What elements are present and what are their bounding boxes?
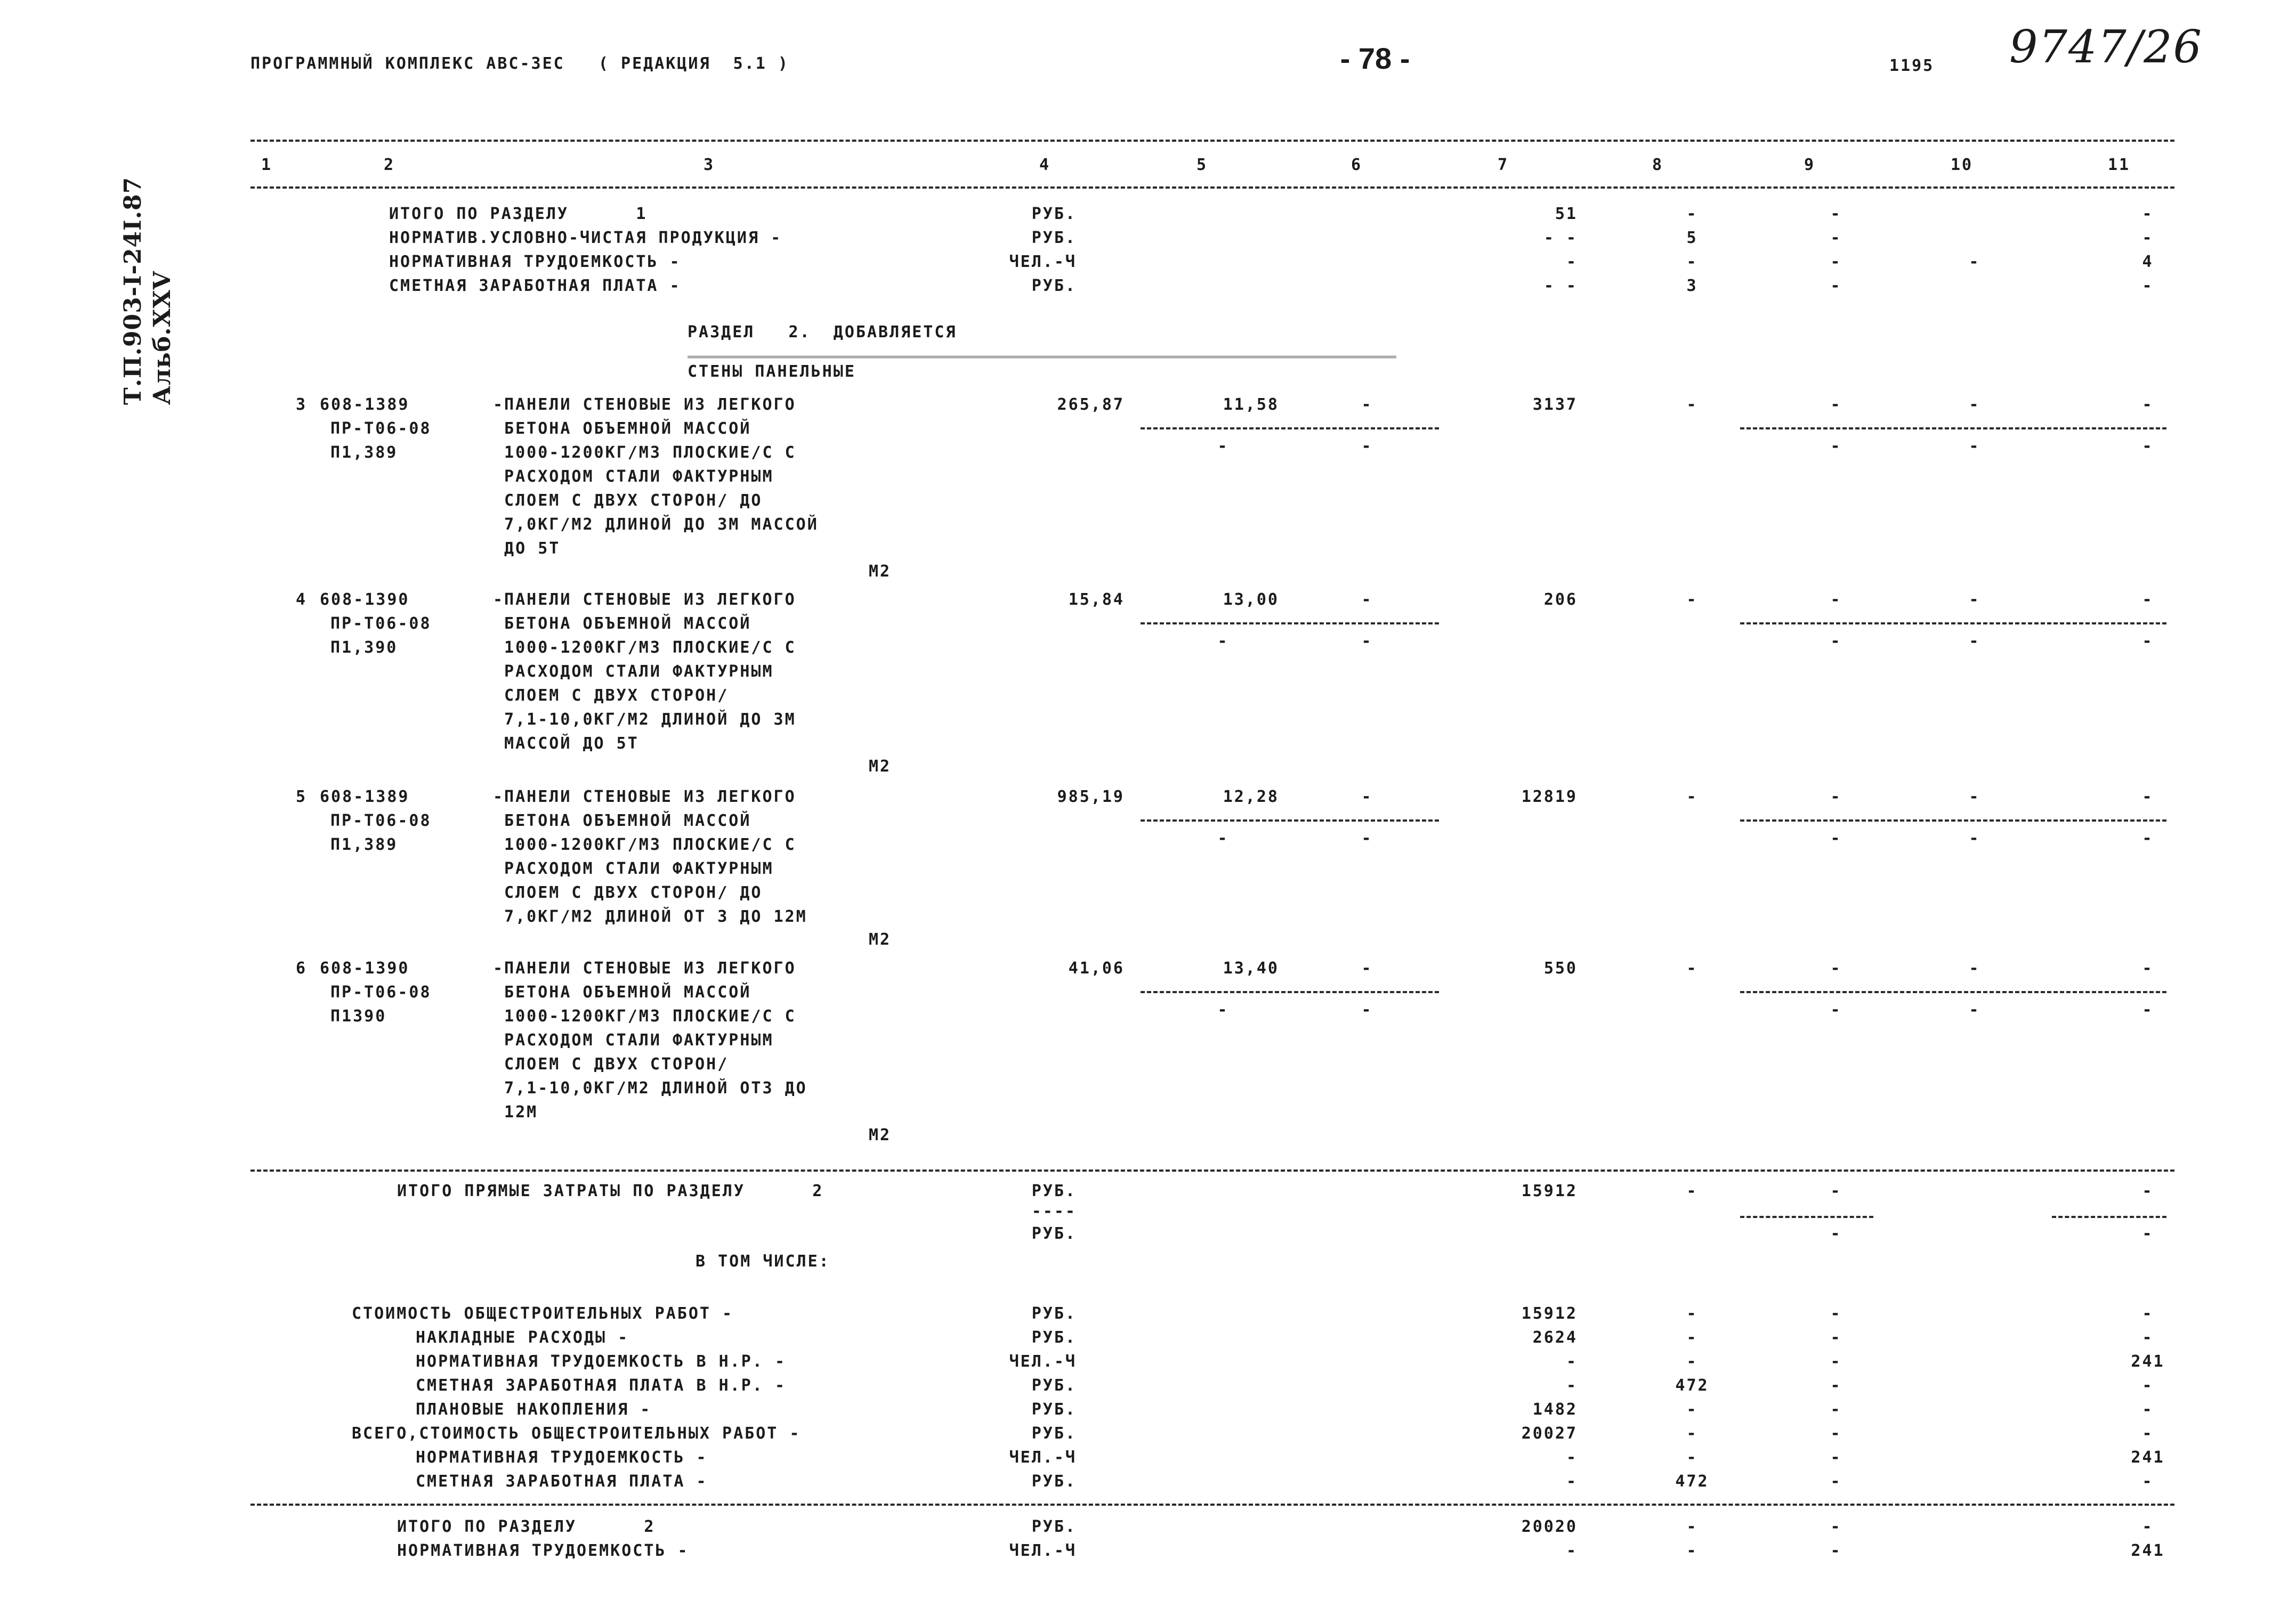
item-unit: М2 — [869, 562, 892, 581]
total2-unit: ЧЕЛ.-Ч — [1009, 1541, 1077, 1560]
column-header-9: 9 — [1804, 156, 1816, 174]
item-description: -ПАНЕЛИ СТЕНОВЫЕ ИЗ ЛЕГКОГО — [493, 590, 796, 609]
direct-subrule — [2052, 1216, 2166, 1218]
summary1-unit: РУБ. — [1031, 205, 1077, 223]
summary1-col10: - — [1969, 253, 1980, 271]
summary1-col9: - — [1830, 229, 1842, 247]
item-col5: 13,40 — [1223, 959, 1279, 978]
summary1-col8: - — [1686, 253, 1698, 271]
column-header-5: 5 — [1196, 156, 1208, 174]
column-header-7: 7 — [1498, 156, 1509, 174]
item-unit: М2 — [869, 757, 892, 776]
direct-unit-rule: ---- — [1031, 1202, 1077, 1221]
item-ref2: П1,389 — [330, 835, 398, 854]
direct-col7: 15912 — [1521, 1182, 1578, 1200]
item-code: 608-1389 — [320, 395, 410, 414]
breakdown-col11: 241 — [2131, 1352, 2165, 1371]
item-description: 12М — [493, 1103, 538, 1122]
item-subrule — [1141, 991, 1439, 993]
item-description: 1000-1200КГ/М3 ПЛОСКИЕ/С С — [493, 443, 796, 462]
item-unit: М2 — [869, 930, 892, 949]
breakdown-col7: 2624 — [1532, 1328, 1578, 1347]
summary1-col7: - - — [1543, 277, 1578, 295]
item-col9-sub: - — [1830, 1001, 1842, 1019]
item-description: -ПАНЕЛИ СТЕНОВЫЕ ИЗ ЛЕГКОГО — [493, 787, 796, 806]
summary1-label: СМЕТНАЯ ЗАРАБОТНАЯ ПЛАТА - — [389, 277, 681, 295]
total2-col8: - — [1686, 1541, 1698, 1560]
item-description: РАСХОДОМ СТАЛИ ФАКТУРНЫМ — [493, 1031, 774, 1050]
item-col6-sub: - — [1361, 1001, 1373, 1019]
item-description: 1000-1200КГ/М3 ПЛОСКИЕ/С С — [493, 835, 796, 854]
breakdown-col9: - — [1830, 1376, 1842, 1395]
item-subrule — [1740, 427, 2166, 429]
total2-col9: - — [1830, 1517, 1842, 1536]
total2-col11: 241 — [2131, 1541, 2165, 1560]
side-stamp-line1: Т.П.903-I-24I.87 — [119, 176, 147, 405]
breakdown-col9: - — [1830, 1424, 1842, 1443]
item-description: ДО 5Т — [493, 539, 561, 558]
breakdown-col9: - — [1830, 1352, 1842, 1371]
doc-code: 1195 — [1889, 56, 1935, 75]
breakdown-col11: - — [2142, 1304, 2154, 1323]
item-col6-sub: - — [1361, 632, 1373, 651]
item-col6: - — [1361, 395, 1373, 414]
breakdown-col11: - — [2142, 1400, 2154, 1419]
item-subrule — [1740, 622, 2166, 624]
breakdown-col9: - — [1830, 1448, 1842, 1467]
summary1-col11: - — [2142, 229, 2154, 247]
direct-col9-sub: - — [1830, 1224, 1842, 1243]
rule-top — [250, 140, 2174, 142]
column-header-2: 2 — [384, 156, 395, 174]
direct-unit: РУБ. — [1031, 1182, 1077, 1200]
item-col6-sub: - — [1361, 829, 1373, 848]
breakdown-unit: РУБ. — [1031, 1328, 1077, 1347]
item-description: -ПАНЕЛИ СТЕНОВЫЕ ИЗ ЛЕГКОГО — [493, 959, 796, 978]
total2-label: НОРМАТИВНАЯ ТРУДОЕМКОСТЬ - — [397, 1541, 689, 1560]
breakdown-col11: - — [2142, 1472, 2154, 1491]
breakdown-col7: - — [1566, 1448, 1578, 1467]
item-description: 7,0КГ/М2 ДЛИНОЙ ДО 3М МАССОЙ — [493, 515, 819, 534]
breakdown-unit: РУБ. — [1031, 1472, 1077, 1491]
item-col9: - — [1830, 959, 1842, 978]
breakdown-unit: РУБ. — [1031, 1376, 1077, 1395]
item-col11-sub: - — [2142, 437, 2154, 456]
item-description: 7,0КГ/М2 ДЛИНОЙ ОТ 3 ДО 12М — [493, 907, 807, 926]
direct-subrule — [1740, 1216, 1873, 1218]
summary1-col7: 51 — [1555, 205, 1578, 223]
direct-col8: - — [1686, 1182, 1698, 1200]
summary1-col8: - — [1686, 205, 1698, 223]
item-col10: - — [1969, 395, 1980, 414]
item-unit: М2 — [869, 1126, 892, 1144]
breakdown-col9: - — [1830, 1328, 1842, 1347]
item-col10: - — [1969, 959, 1980, 978]
item-col9: - — [1830, 590, 1842, 609]
total2-col9: - — [1830, 1541, 1842, 1560]
item-col5: 12,28 — [1223, 787, 1279, 806]
item-col11-sub: - — [2142, 632, 2154, 651]
breakdown-col8: - — [1686, 1424, 1698, 1443]
item-description: БЕТОНА ОБЪЕМНОЙ МАССОЙ — [493, 811, 751, 830]
breakdown-label: НОРМАТИВНАЯ ТРУДОЕМКОСТЬ - — [416, 1448, 708, 1467]
breakdown-col7: - — [1566, 1376, 1578, 1395]
breakdown-unit: ЧЕЛ.-Ч — [1009, 1352, 1077, 1371]
breakdown-col11: - — [2142, 1376, 2154, 1395]
breakdown-col7: 20027 — [1521, 1424, 1578, 1443]
summary1-unit: ЧЕЛ.-Ч — [1009, 253, 1077, 271]
rule-direct — [250, 1170, 2174, 1172]
item-col4: 265,87 — [1057, 395, 1125, 414]
item-col10-sub: - — [1969, 437, 1980, 456]
summary1-col11: - — [2142, 277, 2154, 295]
total2-col11: - — [2142, 1517, 2154, 1536]
item-col10-sub: - — [1969, 829, 1980, 848]
item-ref: ПР-Т06-08 — [330, 614, 432, 633]
item-col7: 12819 — [1521, 787, 1578, 806]
item-number: 3 — [296, 395, 308, 414]
program-header: ПРОГРАММНЫЙ КОМПЛЕКС АВС-ЗЕС ( РЕДАКЦИЯ 5.1 ) — [250, 54, 789, 73]
item-col11: - — [2142, 787, 2154, 806]
summary1-col11: - — [2142, 205, 2154, 223]
column-header-8: 8 — [1652, 156, 1664, 174]
item-col6: - — [1361, 959, 1373, 978]
item-description: БЕТОНА ОБЪЕМНОЙ МАССОЙ — [493, 419, 751, 438]
item-col4: 985,19 — [1057, 787, 1125, 806]
breakdown-label: СТОИМОСТЬ ОБЩЕСТРОИТЕЛЬНЫХ РАБОТ - — [352, 1304, 734, 1323]
breakdown-col7: - — [1566, 1472, 1578, 1491]
item-col9-sub: - — [1830, 437, 1842, 456]
item-subrule — [1141, 427, 1439, 429]
item-col10-sub: - — [1969, 632, 1980, 651]
rule-total — [250, 1504, 2174, 1506]
column-header-11: 11 — [2108, 156, 2131, 174]
direct-col11: - — [2142, 1182, 2154, 1200]
item-col5-sub: - — [1217, 1001, 1229, 1019]
breakdown-col8: - — [1686, 1448, 1698, 1467]
item-subrule — [1141, 622, 1439, 624]
item-description: СЛОЕМ С ДВУХ СТОРОН/ — [493, 686, 729, 705]
item-col9-sub: - — [1830, 632, 1842, 651]
breakdown-col9: - — [1830, 1304, 1842, 1323]
summary1-label: ИТОГО ПО РАЗДЕЛУ 1 — [389, 205, 648, 223]
item-code: 608-1389 — [320, 787, 410, 806]
item-col4: 41,06 — [1068, 959, 1125, 978]
section-title: РАЗДЕЛ 2. ДОБАВЛЯЕТСЯ — [688, 323, 957, 342]
item-description: 7,1-10,0КГ/М2 ДЛИНОЙ ДО 3М — [493, 710, 796, 729]
item-description: -ПАНЕЛИ СТЕНОВЫЕ ИЗ ЛЕГКОГО — [493, 395, 796, 414]
item-description: 1000-1200КГ/М3 ПЛОСКИЕ/С С — [493, 638, 796, 657]
breakdown-label: СМЕТНАЯ ЗАРАБОТНАЯ ПЛАТА - — [416, 1472, 708, 1491]
item-col7: 206 — [1543, 590, 1578, 609]
summary1-col7: - - — [1543, 229, 1578, 247]
breakdown-col8: - — [1686, 1400, 1698, 1419]
item-col9: - — [1830, 787, 1842, 806]
total2-col8: - — [1686, 1517, 1698, 1536]
item-col11: - — [2142, 590, 2154, 609]
item-description: БЕТОНА ОБЪЕМНОЙ МАССОЙ — [493, 983, 751, 1002]
summary1-label: НОРМАТИВ.УСЛОВНО-ЧИСТАЯ ПРОДУКЦИЯ - — [389, 229, 782, 247]
item-subrule — [1740, 819, 2166, 822]
breakdown-col11: 241 — [2131, 1448, 2165, 1467]
item-col5-sub: - — [1217, 632, 1229, 651]
summary1-col9: - — [1830, 205, 1842, 223]
item-col4: 15,84 — [1068, 590, 1125, 609]
direct-unit2: РУБ. — [1031, 1224, 1077, 1243]
item-col5-sub: - — [1217, 829, 1229, 848]
breakdown-col11: - — [2142, 1328, 2154, 1347]
breakdown-col9: - — [1830, 1472, 1842, 1491]
summary1-col9: - — [1830, 277, 1842, 295]
summary1-col9: - — [1830, 253, 1842, 271]
breakdown-label: ПЛАНОВЫЕ НАКОПЛЕНИЯ - — [416, 1400, 652, 1419]
item-col6: - — [1361, 787, 1373, 806]
breakdown-unit: РУБ. — [1031, 1400, 1077, 1419]
summary1-unit: РУБ. — [1031, 229, 1077, 247]
item-description: СЛОЕМ С ДВУХ СТОРОН/ — [493, 1055, 729, 1074]
item-number: 4 — [296, 590, 308, 609]
breakdown-label: СМЕТНАЯ ЗАРАБОТНАЯ ПЛАТА В Н.Р. - — [416, 1376, 787, 1395]
item-number: 6 — [296, 959, 308, 978]
breakdown-col8: 472 — [1675, 1472, 1709, 1491]
rule-header — [250, 186, 2174, 189]
item-col7: 3137 — [1532, 395, 1578, 414]
breakdown-label: ВСЕГО,СТОИМОСТЬ ОБЩЕСТРОИТЕЛЬНЫХ РАБОТ - — [352, 1424, 801, 1443]
breakdown-unit: ЧЕЛ.-Ч — [1009, 1448, 1077, 1467]
item-subrule — [1740, 991, 2166, 993]
item-description: РАСХОДОМ СТАЛИ ФАКТУРНЫМ — [493, 859, 774, 878]
item-col10-sub: - — [1969, 1001, 1980, 1019]
item-ref: ПР-Т06-08 — [330, 419, 432, 438]
breakdown-col8: 472 — [1675, 1376, 1709, 1395]
item-col8: - — [1686, 787, 1698, 806]
breakdown-col9: - — [1830, 1400, 1842, 1419]
item-col5: 11,58 — [1223, 395, 1279, 414]
breakdown-unit: РУБ. — [1031, 1424, 1077, 1443]
breakdown-label: НОРМАТИВНАЯ ТРУДОЕМКОСТЬ В Н.Р. - — [416, 1352, 787, 1371]
item-description: СЛОЕМ С ДВУХ СТОРОН/ ДО — [493, 883, 763, 902]
breakdown-col7: 15912 — [1521, 1304, 1578, 1323]
item-ref: ПР-Т06-08 — [330, 983, 432, 1002]
item-description: РАСХОДОМ СТАЛИ ФАКТУРНЫМ — [493, 467, 774, 486]
item-subrule — [1141, 819, 1439, 822]
item-description: СЛОЕМ С ДВУХ СТОРОН/ ДО — [493, 491, 763, 510]
item-col11: - — [2142, 395, 2154, 414]
item-ref2: П1390 — [330, 1007, 387, 1026]
breakdown-col8: - — [1686, 1304, 1698, 1323]
total2-unit: РУБ. — [1031, 1517, 1077, 1536]
column-header-10: 10 — [1951, 156, 1974, 174]
breakdown-col8: - — [1686, 1328, 1698, 1347]
item-code: 608-1390 — [320, 590, 410, 609]
item-ref: ПР-Т06-08 — [330, 811, 432, 830]
item-col7: 550 — [1543, 959, 1578, 978]
direct-costs-label: ИТОГО ПРЯМЫЕ ЗАТРАТЫ ПО РАЗДЕЛУ 2 — [397, 1182, 824, 1200]
summary1-label: НОРМАТИВНАЯ ТРУДОЕМКОСТЬ - — [389, 253, 681, 271]
section-underline — [688, 356, 1396, 358]
breakdown-col11: - — [2142, 1424, 2154, 1443]
item-col10: - — [1969, 590, 1980, 609]
including-label: В ТОМ ЧИСЛЕ: — [696, 1252, 830, 1271]
item-col9: - — [1830, 395, 1842, 414]
summary1-unit: РУБ. — [1031, 277, 1077, 295]
column-header-3: 3 — [704, 156, 715, 174]
total2-col7: 20020 — [1521, 1517, 1578, 1536]
item-col8: - — [1686, 959, 1698, 978]
item-description: РАСХОДОМ СТАЛИ ФАКТУРНЫМ — [493, 662, 774, 681]
item-col5-sub: - — [1217, 437, 1229, 456]
item-col6: - — [1361, 590, 1373, 609]
item-col10: - — [1969, 787, 1980, 806]
item-col8: - — [1686, 395, 1698, 414]
total2-label: ИТОГО ПО РАЗДЕЛУ 2 — [397, 1517, 656, 1536]
section-subtitle: СТЕНЫ ПАНЕЛЬНЫЕ — [688, 362, 856, 381]
handwritten-number: 9747/26 — [2009, 21, 2203, 73]
summary1-col11: 4 — [2142, 253, 2154, 271]
item-description: 7,1-10,0КГ/М2 ДЛИНОЙ ОТЗ ДО — [493, 1079, 807, 1098]
item-description: БЕТОНА ОБЪЕМНОЙ МАССОЙ — [493, 614, 751, 633]
side-stamp-line2: Альб.XXV — [149, 271, 176, 405]
item-col5: 13,00 — [1223, 590, 1279, 609]
item-col11-sub: - — [2142, 1001, 2154, 1019]
item-col6-sub: - — [1361, 437, 1373, 456]
breakdown-label: НАКЛАДНЫЕ РАСХОДЫ - — [416, 1328, 629, 1347]
breakdown-col8: - — [1686, 1352, 1698, 1371]
item-ref2: П1,390 — [330, 638, 398, 657]
item-description: МАССОЙ ДО 5Т — [493, 734, 639, 753]
total2-col7: - — [1566, 1541, 1578, 1560]
item-col11-sub: - — [2142, 829, 2154, 848]
item-description: 1000-1200КГ/М3 ПЛОСКИЕ/С С — [493, 1007, 796, 1026]
direct-col9: - — [1830, 1182, 1842, 1200]
breakdown-unit: РУБ. — [1031, 1304, 1077, 1323]
summary1-col8: 5 — [1686, 229, 1698, 247]
item-ref2: П1,389 — [330, 443, 398, 462]
item-col9-sub: - — [1830, 829, 1842, 848]
column-header-1: 1 — [261, 156, 273, 174]
page-number: - 78 - — [1340, 42, 1410, 75]
item-col8: - — [1686, 590, 1698, 609]
item-code: 608-1390 — [320, 959, 410, 978]
breakdown-col7: - — [1566, 1352, 1578, 1371]
column-header-6: 6 — [1351, 156, 1363, 174]
breakdown-col7: 1482 — [1532, 1400, 1578, 1419]
column-header-4: 4 — [1039, 156, 1051, 174]
summary1-col8: 3 — [1686, 277, 1698, 295]
item-col11: - — [2142, 959, 2154, 978]
summary1-col7: - — [1566, 253, 1578, 271]
direct-col11-sub: - — [2142, 1224, 2154, 1243]
item-number: 5 — [296, 787, 308, 806]
